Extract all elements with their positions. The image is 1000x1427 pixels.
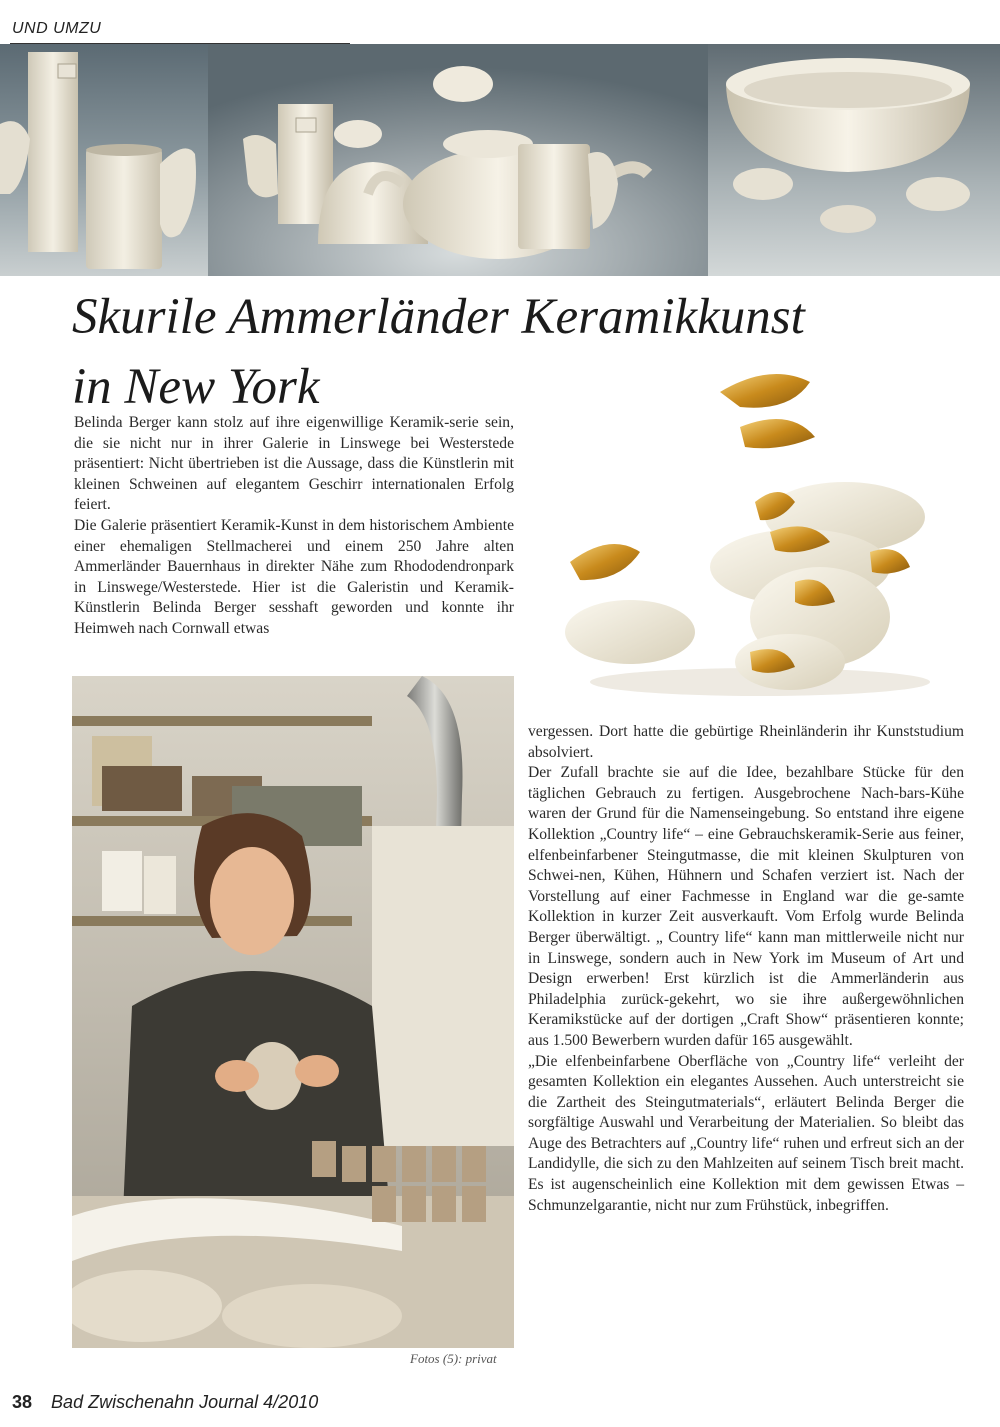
paragraph: Die Galerie präsentiert Keramik-Kunst in dem historischem Ambiente einer ehemaligen Stellmacherei und einem 250 Jahre alten Ammerländer Bauernhaus in direkter Nähe zum Rhododendronpark in Linswege/Westerstede. Hier ist die Galeristin und Keramik-Künstlerin Belinda Berger sesshaft geworden und konnte ihr Heimweh nach Cornwall etwas xyxy=(74,516,514,637)
photo-ceramics-bowl xyxy=(708,44,1000,276)
paragraph: vergessen. Dort hatte die gebürtige Rheinländerin ihr Kunststudium absolviert. xyxy=(528,723,964,761)
photo-ceramics-jug-mug xyxy=(0,44,208,276)
paragraph: Der Zufall brachte sie auf die Idee, bezahlbare Stücke für den täglichen Gebrauch zu fertigen. Ausgebrochene Nach-bars-Kühe waren der Grund für die Namenseingebung. So entstand ihre eigene Kollektion „Country life“ – eine Gebrauchskeramik-Serie aus feiner, elfenbeinfarbener Steingutmasse, die mit kleinen Skulpturen von Schwei-nen, Kühen, Hühnern und Schafen verziert ist. Nach der Vorstellung auf einer Fachmesse in England war die ge-samte Kollektion in kurzer Zeit ausverkauft. Vom Erfolg wurde Belinda Berger überwältigt. „ Country life“ kann man mittlerweile nicht nur in Linswege, sondern auch in New York im Museum of Art und Design erwerben! Erst kürzlich ist die Ammerländerin aus Philadelphia zurück-gekehrt, wo sie ihre außergewöhnlichen Keramikstücke auf der dortigen „Craft Show“ präsentieren konnte; aus 1.500 Bewerbern wurden dafür 165 ausgewählt. xyxy=(528,764,964,1049)
photo-artist-workshop xyxy=(72,676,514,1348)
paragraph: Belinda Berger kann stolz auf ihre eigenwillige Keramik-serie sein, die sie nicht nur in ihrer Galerie in Linswege bei Westerstede präsentiert: Nicht übertrieben ist die Aussage, dass die Künstlerin mit kleinen Schweinen auf elegantem Geschirr internationalen Erfolg feiert. xyxy=(74,414,514,514)
text-column-1 xyxy=(74,413,514,640)
journal-name: Bad Zwischenahn Journal 4/2010 xyxy=(51,1392,319,1412)
photo-ceramics-teapot-set xyxy=(208,44,708,276)
photo-credit: Fotos (5): privat xyxy=(410,1351,497,1366)
text-column-2 xyxy=(528,722,964,1216)
page-number: 38 xyxy=(12,1392,33,1412)
section-label: UND UMZU xyxy=(12,20,102,37)
paragraph: „Die elfenbeinfarbene Oberfläche von „Country life“ verleiht der gesamten Kollektion ein elegantes Aussehen. Auch unterstreicht sie die Zartheit des Steingutmaterials“, erläutert Belinda Berger die sorgfältige Auswahl und Verarbeitung der Materialien. So bleibt das Auge des Betrachters auf „Country life“ ruhen und erfreut sich an der Landidylle, die sich zu den Mahlzeiten auf seinem Tisch breit macht. Es ist augenscheinlich eine Kollektion mit dem gewissen Etwas – Schmunzelgarantie, nicht nur zum Frühstück, inbegriffen. xyxy=(528,1052,964,1214)
page-footer xyxy=(12,1392,318,1413)
title-line-2: in New York xyxy=(72,359,320,415)
title-line-1: Skurile Ammerländer Keramikkunst xyxy=(72,289,805,345)
photo-pig-sculpture xyxy=(540,352,965,710)
